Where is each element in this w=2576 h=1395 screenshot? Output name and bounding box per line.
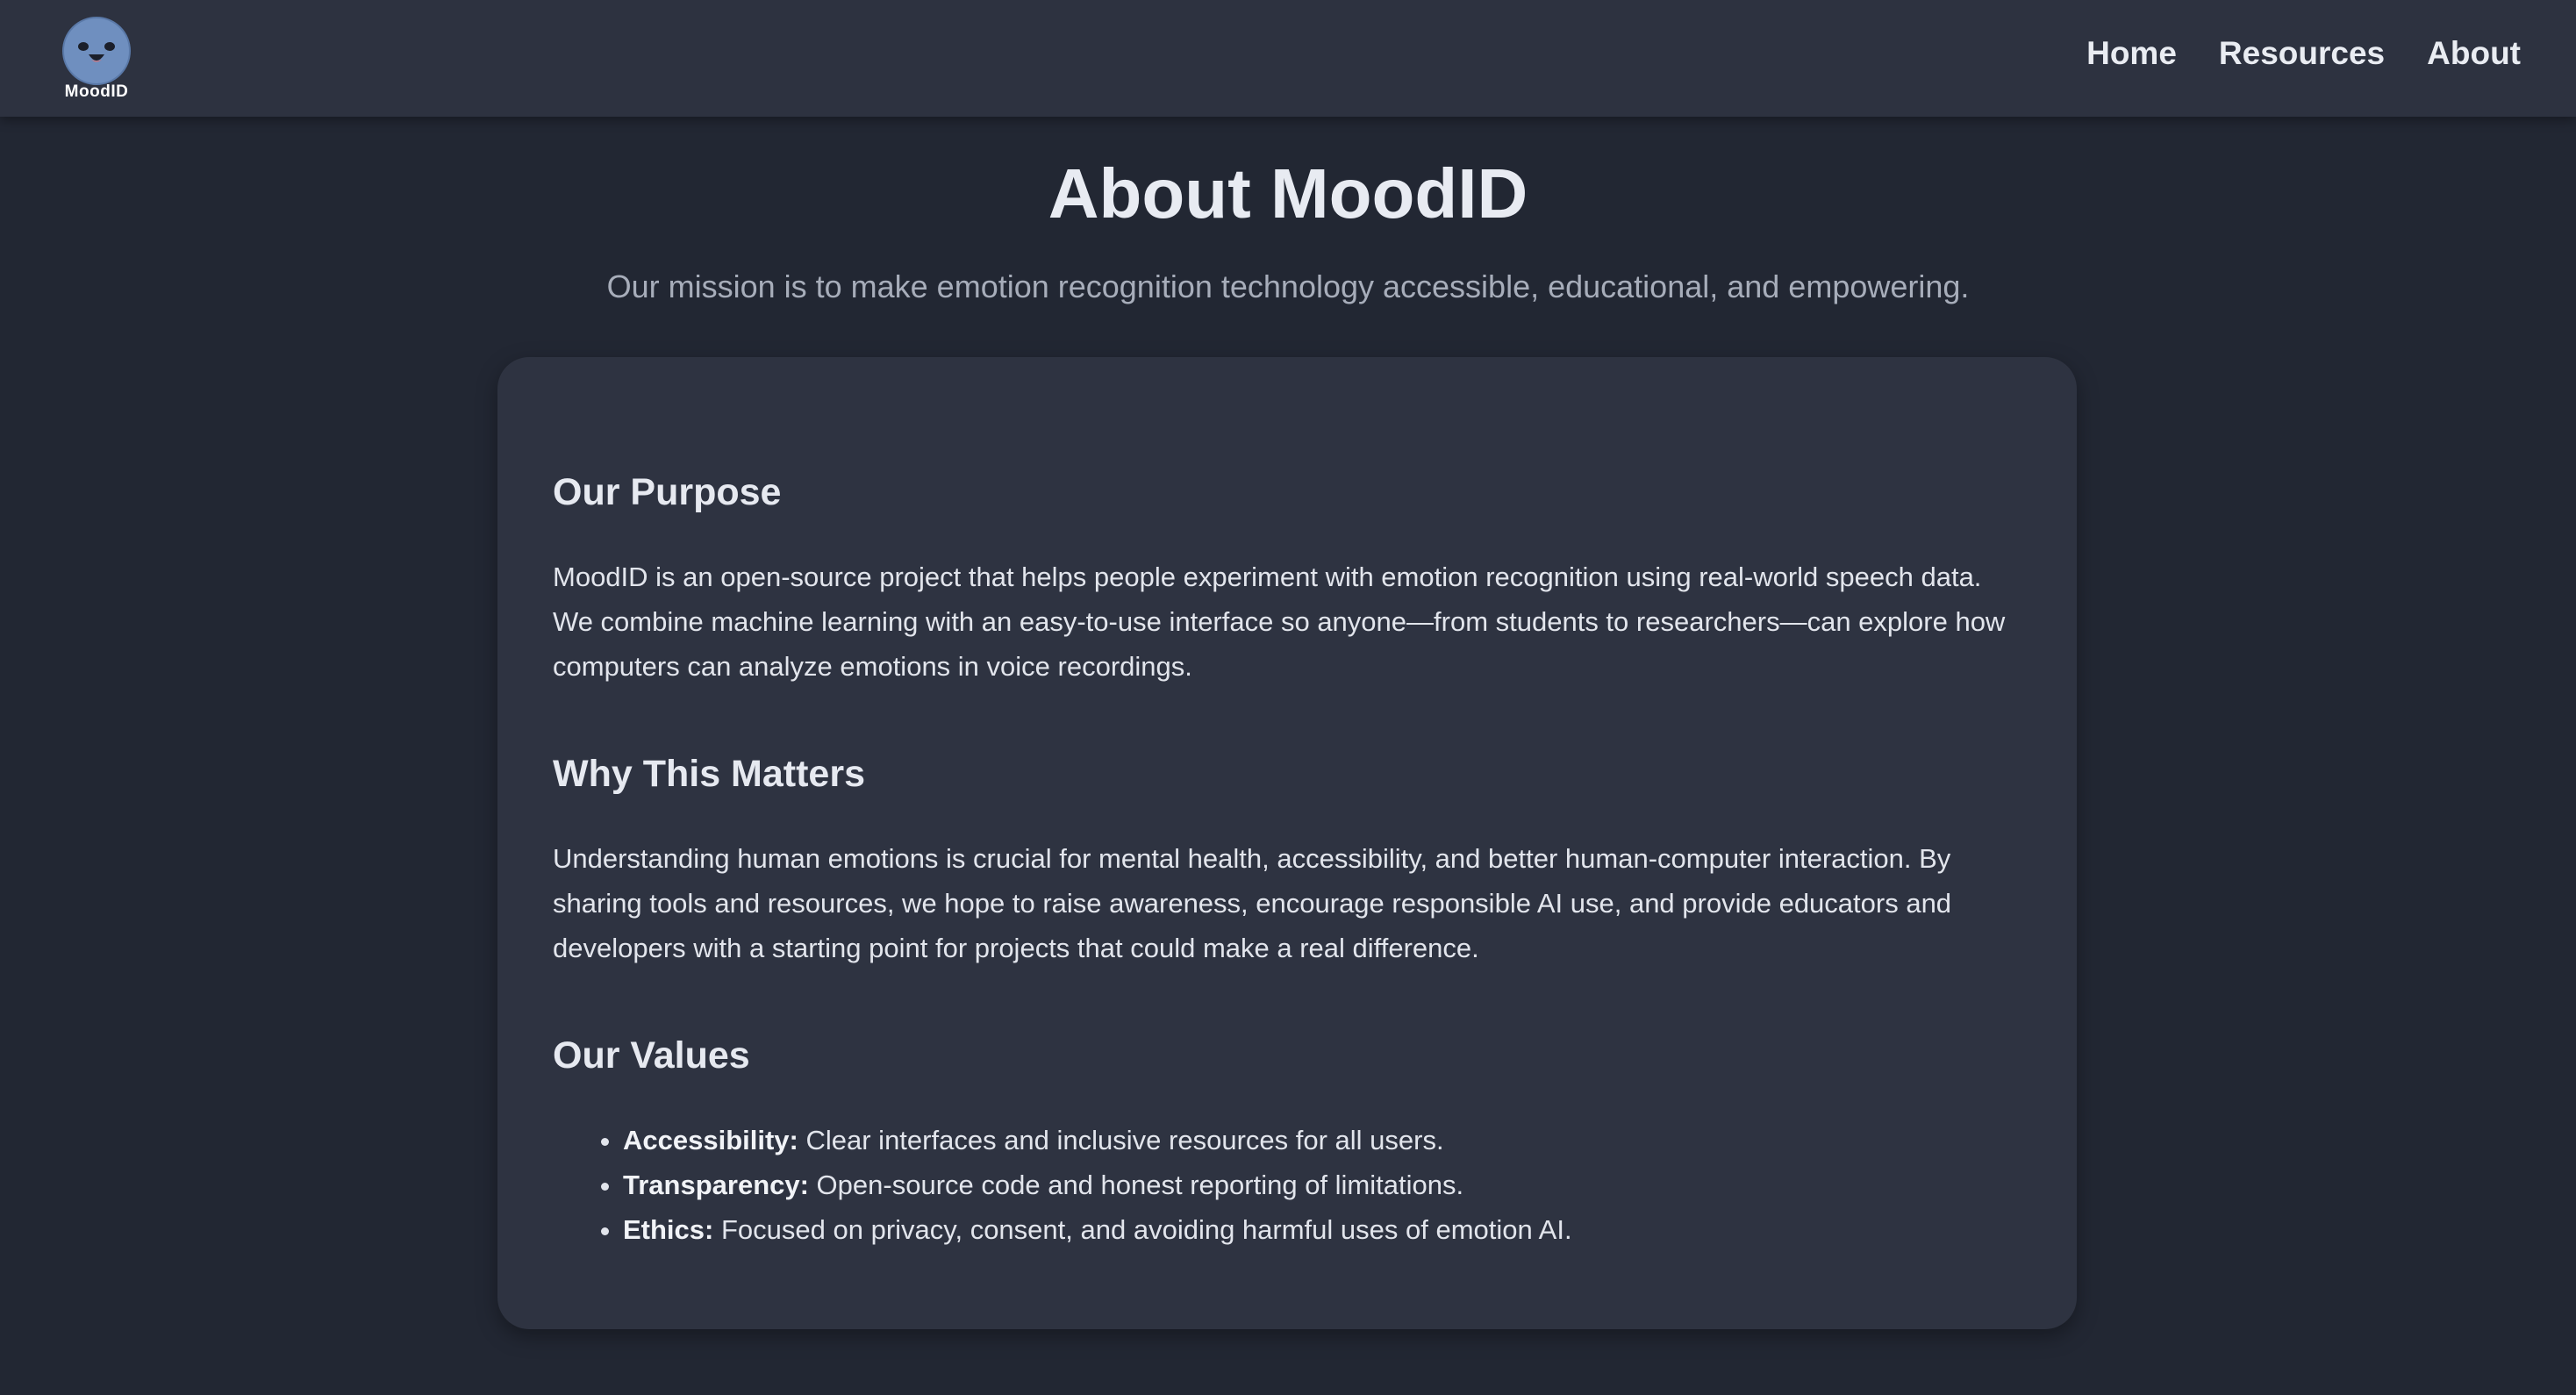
values-section <box>553 1032 2018 1252</box>
nav-about-link[interactable]: About <box>2427 35 2521 71</box>
value-description: Focused on privacy, consent, and avoiding harmful uses of emotion AI. <box>713 1214 1572 1245</box>
page-title: About MoodID <box>1048 154 1528 232</box>
value-item-accessibility <box>623 1118 2018 1162</box>
smiling-face-icon <box>61 16 132 86</box>
purpose-heading: Our Purpose <box>553 471 782 513</box>
purpose-section <box>553 469 2018 689</box>
values-list <box>553 1118 2018 1252</box>
nav-resources-link[interactable]: Resources <box>2218 35 2386 71</box>
purpose-text: MoodID is an open-source project that helps people experiment with emotion recognition using real-world speech data. We combine machine learning with an easy-to-use interface so anyone—from students to researchers—can explore how computers can analyze emotions in voice recordings. <box>553 562 2006 682</box>
value-item-transparency <box>623 1162 2018 1207</box>
logo-wordmark: MoodID <box>64 82 129 101</box>
why-section <box>553 750 2018 970</box>
value-name: Ethics: <box>623 1214 714 1245</box>
main-nav <box>2086 35 2521 72</box>
value-item-ethics <box>623 1207 2018 1252</box>
moodid-logo[interactable] <box>61 16 132 100</box>
values-heading: Our Values <box>553 1034 750 1077</box>
page-subtitle: Our mission is to make emotion recognition technology accessible, educational, and empowering. <box>606 268 1970 304</box>
why-text: Understanding human emotions is crucial for mental health, accessibility, and better human-computer interaction. By sharing tools and resources, we hope to raise awareness, encourage responsible AI use, and provide educators and developers with a starting point for projects that could make a real difference. <box>553 843 1952 963</box>
about-card-content <box>553 469 2018 1252</box>
about-card <box>497 357 2077 1329</box>
value-description: Clear interfaces and inclusive resources for all users. <box>798 1125 1444 1155</box>
top-navbar <box>0 0 2576 117</box>
value-name: Accessibility: <box>623 1125 798 1155</box>
nav-home-link[interactable]: Home <box>2086 35 2177 71</box>
value-name: Transparency: <box>623 1170 809 1200</box>
value-description: Open-source code and honest reporting of limitations. <box>808 1170 1464 1200</box>
why-heading: Why This Matters <box>553 753 865 795</box>
